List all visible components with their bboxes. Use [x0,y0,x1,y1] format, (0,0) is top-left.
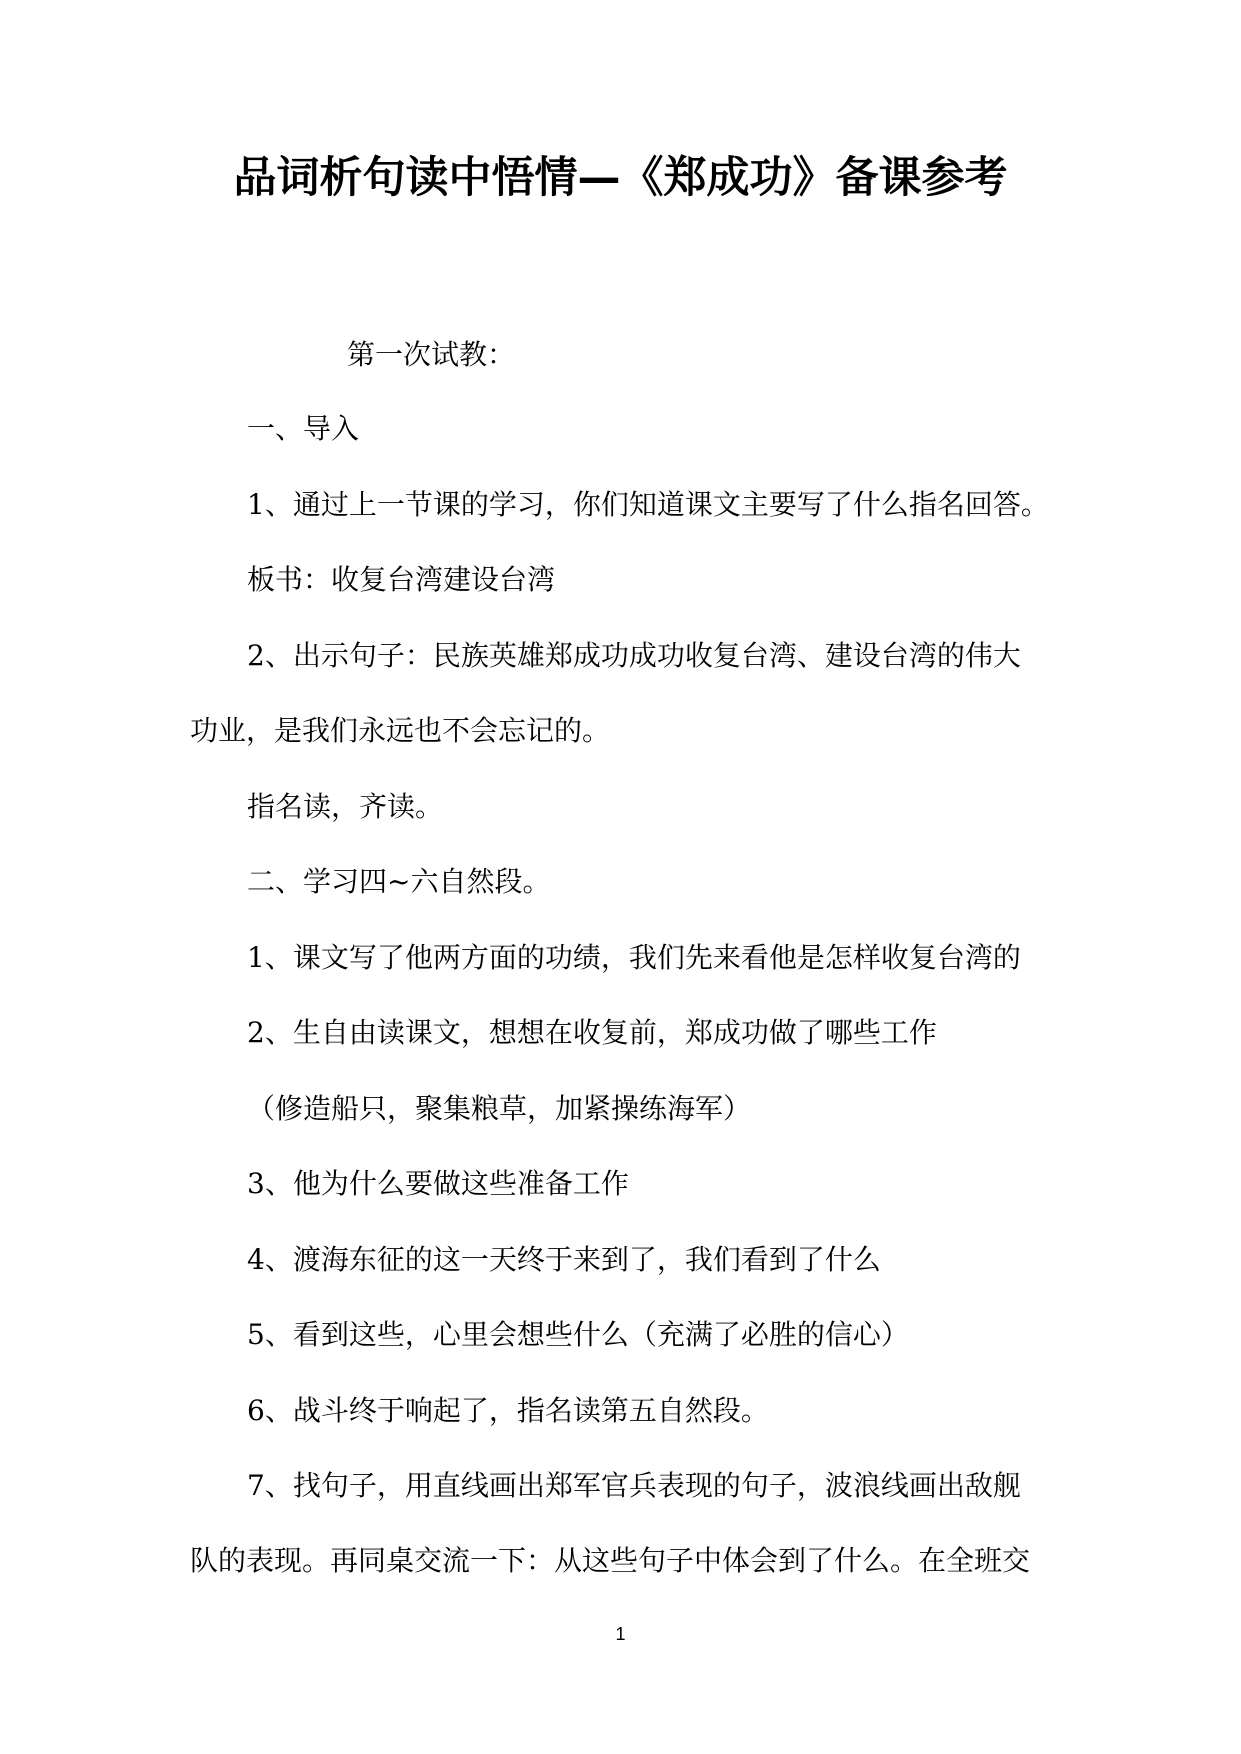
text-line: 1、课文写了他两方面的功绩，我们先来看他是怎样收复台湾的 [247,941,1021,974]
text-line: 3、他为什么要做这些准备工作 [247,1167,629,1200]
page-number: 1 [615,1624,626,1644]
text-line: （修造船只，聚集粮草，加紧操练海军） [247,1092,752,1125]
text-line: 6、战斗终于响起了，指名读第五自然段。 [247,1394,769,1427]
text-line: 第一次试教： [347,338,516,371]
text-line: 功业，是我们永远也不会忘记的。 [190,714,611,747]
text-line: 7、找句子，用直线画出郑军官兵表现的句子，波浪线画出敌舰 [247,1469,1021,1502]
text-line: 队的表现。再同桌交流一下：从这些句子中体会到了什么。在全班交 [190,1544,1031,1577]
text-line: 板书：收复台湾建设台湾 [247,563,556,596]
text-line: 2、出示句子：民族英雄郑成功成功收复台湾、建设台湾的伟大 [247,639,1021,672]
text-line: 1、通过上一节课的学习，你们知道课文主要写了什么指名回答。 [247,488,1049,521]
document-title: 品词析句读中悟情—《郑成功》备课参考 [233,153,1008,203]
text-line: 4、渡海东征的这一天终于来到了，我们看到了什么 [247,1243,881,1276]
section-heading: 一、导入 [247,412,360,445]
text-line: 指名读，齐读。 [247,790,444,823]
text-line: 5、看到这些，心里会想些什么（充满了必胜的信心） [247,1318,909,1351]
text-line: 2、生自由读课文，想想在收复前，郑成功做了哪些工作 [247,1016,937,1049]
section-heading: 二、学习四~六自然段。 [247,865,551,898]
